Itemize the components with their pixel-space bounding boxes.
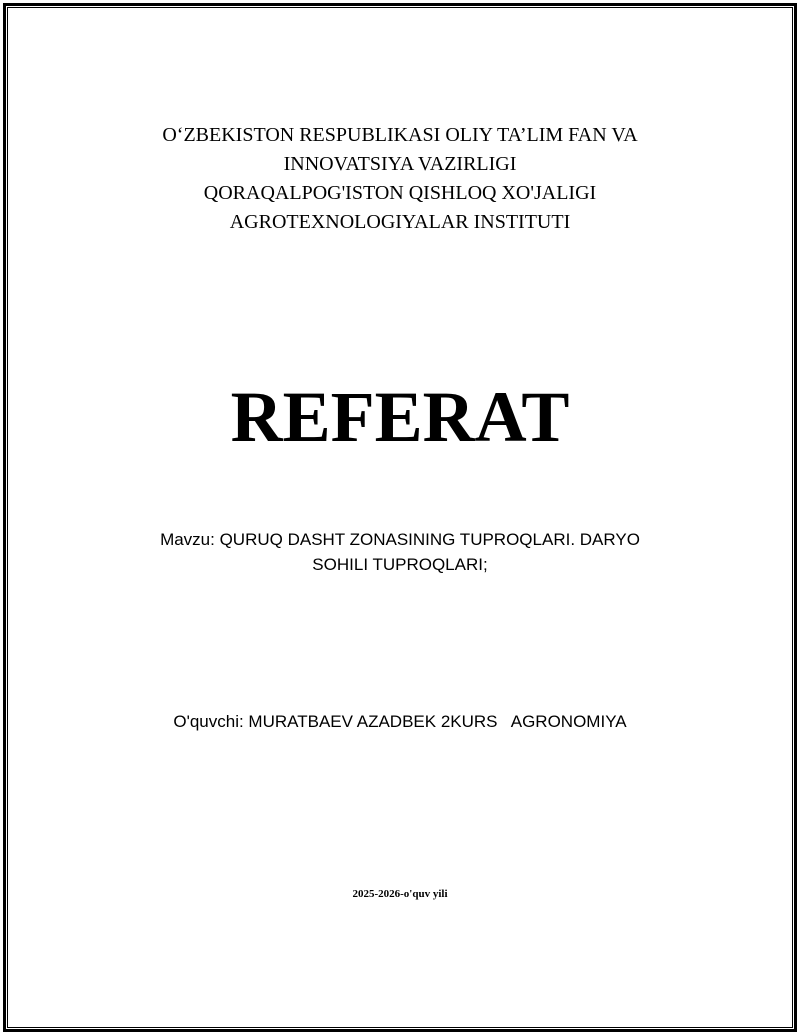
institution-line-4: AGROTEXNOLOGIYALAR INSTITUTI: [229, 211, 571, 233]
institution-header: [0, 121, 800, 237]
institution-line-3: QORAQALPOG'ISTON QISHLOQ XO'JALIGI: [203, 182, 597, 204]
institution-line-1: O‘ZBEKISTON RESPUBLIKASI OLIY TA’LIM FAN VA: [162, 124, 638, 146]
topic-line-1: Mavzu: QURUQ DASHT ZONASINING TUPROQLARI. DARYO: [160, 530, 640, 549]
student-info: O'quvchi: MURATBAEV AZADBEK 2KURS AGRONOMIYA: [173, 712, 627, 731]
topic-line-2: SOHILI TUPROQLARI;: [312, 555, 488, 574]
institution-line-2: INNOVATSIYA VAZIRLIGI: [283, 153, 517, 175]
topic: [0, 527, 800, 577]
document-title: REFERAT: [230, 377, 570, 457]
academic-year: 2025-2026-o'quv yili: [352, 888, 448, 900]
